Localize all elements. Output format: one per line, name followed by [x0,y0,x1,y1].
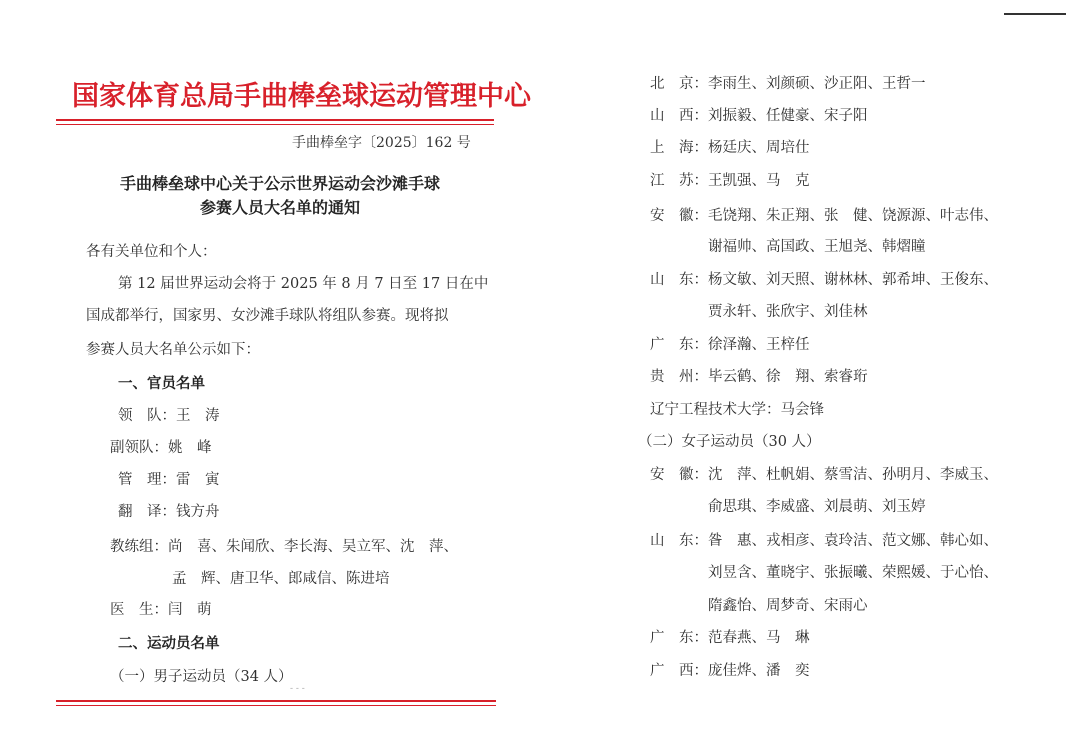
region-label: 辽宁工程技术大学： [650,402,781,418]
women-heading: （二）女子运动员（30 人） [638,434,821,450]
region-label: 广 东： [650,337,708,353]
region-row [650,463,998,484]
footer-red-rule-2 [56,705,496,706]
region-row [708,235,926,256]
region-names: 俞思琪、李威盛、刘晨萌、刘玉婷 [708,499,926,515]
region-label: 山 西： [650,108,708,124]
region-row [650,333,810,354]
region-row [650,169,810,190]
notice-title-line1: 手曲棒垒球中心关于公示世界运动会沙滩手球 [119,174,440,193]
region-names: 杨文敏、刘天照、谢林林、郭希坤、王俊东、 [708,272,998,288]
region-row [650,659,810,680]
region-label: 安 徽： [650,467,708,483]
official-role: 管 理： [118,472,176,488]
region-names: 隋鑫怡、周梦奇、宋雨心 [708,598,868,614]
region-label: 山 东： [650,272,708,288]
region-names: 徐泽瀚、王梓任 [708,337,810,353]
officials-heading: 一、官员名单 [118,375,205,392]
region-row [650,398,824,419]
official-row [172,567,390,588]
body-line: 国成都举行，国家男、女沙滩手球队将组队参赛。现将拟 [86,308,449,324]
region-names: 刘昱含、董晓宇、张振曦、荣熙媛、于心怡、 [708,565,998,581]
region-row [650,136,810,157]
region-names: 贾永轩、张欣宇、刘佳林 [708,304,868,320]
region-label: 上 海： [650,140,708,156]
region-label: 山 东： [650,533,708,549]
region-names: 昝 惠、戎相彦、袁玲洁、范文娜、韩心如、 [708,533,998,549]
official-row [118,468,220,489]
region-names: 刘振毅、任健豪、宋子阳 [708,108,868,124]
official-role: 副领队： [110,440,168,456]
region-names: 李雨生、刘颜硕、沙正阳、王哲一 [708,76,926,92]
region-names: 庞佳烨、潘 奕 [708,663,810,679]
salutation: 各有关单位和个人： [86,244,217,260]
official-row [110,436,212,457]
right-page [540,0,1080,753]
footer-red-rule-1 [56,700,496,702]
athletes-heading: 二、运动员名单 [118,635,220,652]
official-names: 闫 萌 [168,602,212,618]
official-names: 尚 喜、朱闻欣、李长海、吴立军、沈 萍、 [168,539,458,555]
official-names: 钱方舟 [176,504,220,520]
official-names: 王 涛 [176,408,220,424]
page-dash-mark: - - - [290,684,305,694]
official-role: 医 生： [110,602,168,618]
header-red-rule-1 [56,119,494,121]
region-row [650,626,810,647]
official-names: 雷 寅 [176,472,220,488]
region-label: 贵 州： [650,369,708,385]
body-line: 第 12 届世界运动会将于 2025 年 8 月 7 日至 17 日在中 [118,276,489,292]
org-title: 国家体育总局手曲棒垒球运动管理中心 [72,81,531,112]
official-names: 姚 峰 [168,440,212,456]
region-names: 毛饶翔、朱正翔、张 健、饶源源、叶志伟、 [708,208,998,224]
region-names: 谢福帅、高国政、王旭尧、韩熠瞳 [708,239,926,255]
official-row [118,404,220,425]
region-names: 范春燕、马 琳 [708,630,810,646]
region-row [708,495,926,516]
official-row [110,535,458,556]
body-line: 参赛人员大名单公示如下： [86,342,260,358]
region-names: 杨廷庆、周培仕 [708,140,810,156]
region-names: 王凯强、马 克 [708,173,810,189]
official-role: 领 队： [118,408,176,424]
official-names: 孟 辉、唐卫华、郎咸信、陈进培 [172,571,390,587]
region-names: 毕云鹤、徐 翔、索睿珩 [708,369,868,385]
official-row [110,598,212,619]
region-row [708,300,868,321]
region-row [650,204,998,225]
region-names: 马会锋 [780,402,824,418]
region-label: 江 苏： [650,173,708,189]
region-names: 沈 萍、杜帆娟、蔡雪洁、孙明月、李威玉、 [708,467,998,483]
notice-title [100,172,460,220]
men-heading: （一）男子运动员（34 人） [110,669,293,685]
region-row [708,561,998,582]
region-label: 北 京： [650,76,708,92]
region-row [650,104,868,125]
region-row [650,529,998,550]
official-row [118,500,220,521]
region-row [708,594,868,615]
header-red-rule-2 [56,124,494,125]
region-label: 广 东： [650,630,708,646]
official-role: 教练组： [110,539,168,555]
region-row [650,72,926,93]
region-row [650,268,998,289]
region-label: 广 西： [650,663,708,679]
notice-title-line2: 参赛人员大名单的通知 [199,198,360,217]
region-label: 安 徽： [650,208,708,224]
document-number: 手曲棒垒字〔2025〕162 号 [292,135,471,151]
region-row [650,365,868,386]
official-role: 翻 译： [118,504,176,520]
